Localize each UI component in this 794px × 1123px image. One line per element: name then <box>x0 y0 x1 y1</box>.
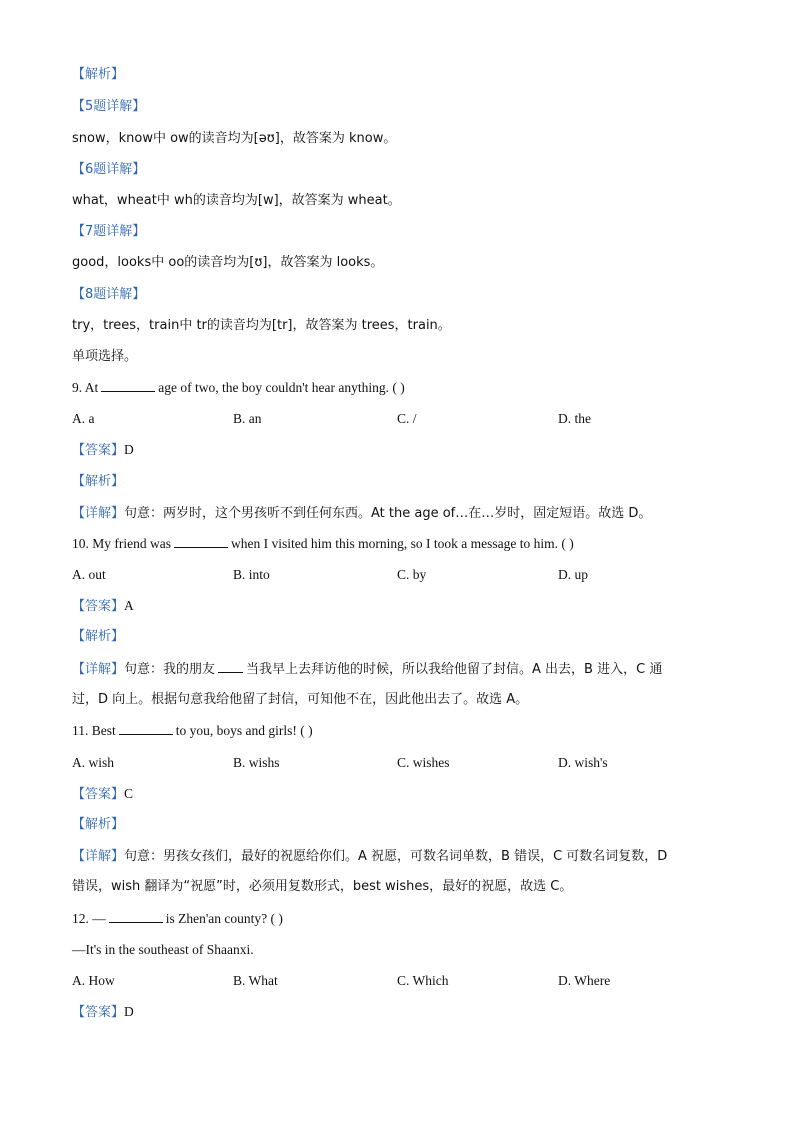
q10-answer-line <box>72 596 134 616</box>
q9-analysis-tag: 【解析】 <box>72 474 125 489</box>
q10-detail-b: 当我早上去拜访他的时候，所以我给他留了封信。A 出去，B 进入，C 通 <box>246 662 663 677</box>
q11-detail-line <box>72 846 667 866</box>
q11-answer: C <box>124 786 134 801</box>
q7-header: 【7题详解】 <box>72 224 146 239</box>
q9-option-a: A. a <box>72 411 95 426</box>
q11-stem-after: to you, boys and girls! ( ) <box>175 723 313 738</box>
q12-stem <box>72 909 283 929</box>
q9-stem <box>72 378 405 398</box>
q7-text: good，looks中 oo的读音均为[ʊ]，故答案为 looks。 <box>72 255 384 270</box>
q10-detail-blank <box>218 660 243 673</box>
q11-detail-line2: 错误，wish 翻译为“祝愿”时，必须用复数形式，best wishes，最好的祝愿，故选 C。 <box>72 879 573 894</box>
q10-stem-before: 10. My friend was <box>72 536 171 551</box>
q9-blank <box>101 379 155 392</box>
q10-option-d: D. up <box>558 567 588 582</box>
q11-analysis-tag: 【解析】 <box>72 817 125 832</box>
q9-stem-after: age of two, the boy couldn't hear anything. ( ) <box>158 380 405 395</box>
q9-option-c: C. / <box>397 411 417 426</box>
section-title: 单项选择。 <box>72 349 138 364</box>
q10-option-c: C. by <box>397 567 427 582</box>
q8-header: 【8题详解】 <box>72 287 146 302</box>
q12-option-b: B. What <box>233 973 278 988</box>
q11-option-a: A. wish <box>72 755 115 770</box>
analysis-heading: 【解析】 <box>72 67 125 82</box>
q10-detail-line2: 过，D 向上。根据句意我给他留了封信，可知他不在，因此他出去了。故选 A。 <box>72 692 529 707</box>
q5-header: 【5题详解】 <box>72 99 146 114</box>
q11-option-b: B. wishs <box>233 755 280 770</box>
q11-stem <box>72 721 313 741</box>
q12-option-a: A. How <box>72 973 115 988</box>
q10-analysis-tag: 【解析】 <box>72 629 125 644</box>
q11-detail-tag: 【详解】 <box>72 849 125 864</box>
q8-text: try，trees，train中 tr的读音均为[tr]，故答案为 trees，train。 <box>72 318 451 333</box>
q10-detail-line <box>72 659 662 679</box>
q12-answer: D <box>124 1004 134 1019</box>
q9-detail-line <box>72 503 651 523</box>
q6-text: what，wheat中 wh的读音均为[w]，故答案为 wheat。 <box>72 193 401 208</box>
q10-answer-tag: 【答案】 <box>72 599 125 614</box>
q10-stem <box>72 534 574 554</box>
q10-blank <box>174 535 228 548</box>
q10-detail-tag: 【详解】 <box>72 662 125 677</box>
q9-detail: 句意：两岁时，这个男孩听不到任何东西。At the age of…在…岁时，固定短语。故选 D。 <box>124 506 652 521</box>
q12-reply: —It's in the southeast of Shaanxi. <box>72 942 254 957</box>
q6-header: 【6题详解】 <box>72 162 146 177</box>
q12-stem-after: is Zhen'an county? ( ) <box>165 911 283 926</box>
q10-option-a: A. out <box>72 567 106 582</box>
q11-blank <box>119 722 173 735</box>
q12-answer-tag: 【答案】 <box>72 1005 125 1020</box>
q10-answer: A <box>124 598 134 613</box>
q12-blank <box>109 910 163 923</box>
q12-option-d: D. Where <box>558 973 611 988</box>
q11-option-c: C. wishes <box>397 755 450 770</box>
q9-answer-tag: 【答案】 <box>72 443 125 458</box>
q11-option-d: D. wish's <box>558 755 608 770</box>
q10-detail-a: 句意：我的朋友 <box>124 662 216 677</box>
q12-answer-line <box>72 1002 134 1022</box>
q5-text: snow，know中 ow的读音均为[əʊ]，故答案为 know。 <box>72 131 397 146</box>
q9-answer-line <box>72 440 134 460</box>
q11-detail: 句意：男孩女孩们，最好的祝愿给你们。A 祝愿，可数名词单数，B 错误，C 可数名词复数，D <box>124 849 668 864</box>
q9-answer: D <box>124 442 134 457</box>
q9-detail-tag: 【详解】 <box>72 506 125 521</box>
q9-option-d: D. the <box>558 411 591 426</box>
q10-stem-after: when I visited him this morning, so I took a message to him. ( ) <box>230 536 574 551</box>
q11-stem-before: 11. Best <box>72 723 116 738</box>
q9-stem-before: 9. At <box>72 380 99 395</box>
q10-option-b: B. into <box>233 567 270 582</box>
q11-answer-line <box>72 784 133 804</box>
q12-stem-before: 12. — <box>72 911 106 926</box>
q9-option-b: B. an <box>233 411 262 426</box>
q12-option-c: C. Which <box>397 973 449 988</box>
q11-answer-tag: 【答案】 <box>72 787 125 802</box>
